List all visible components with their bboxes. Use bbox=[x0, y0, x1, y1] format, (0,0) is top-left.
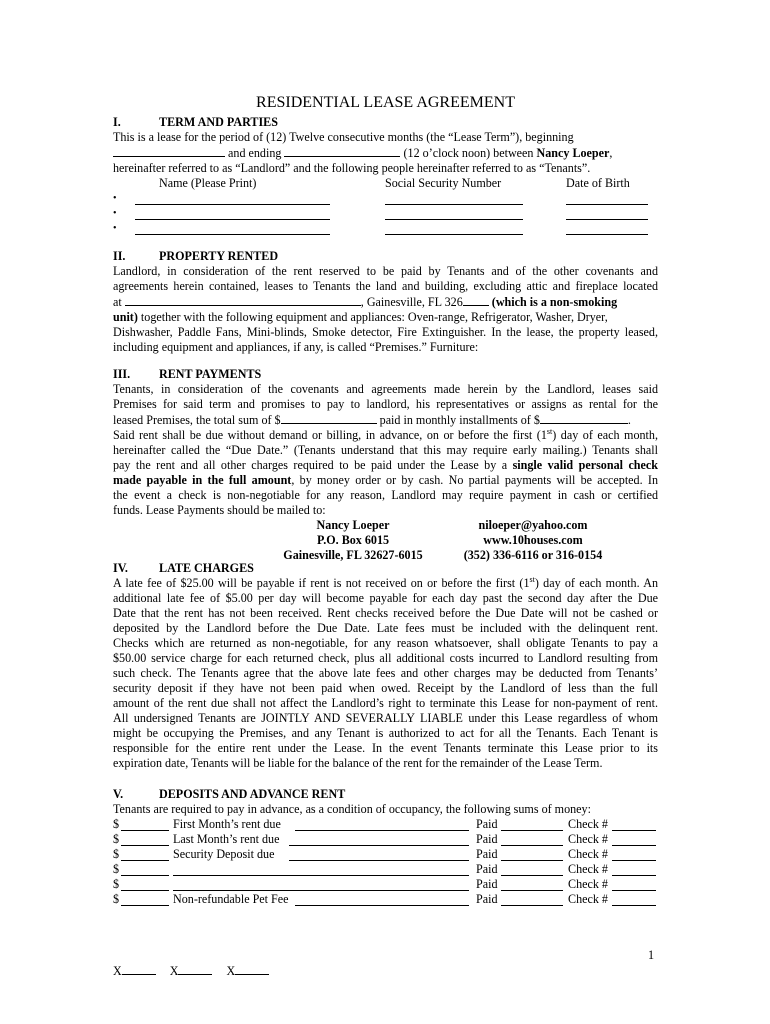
paragraph-line: hereinafter referred to as “Landlord” and the following people hereinafter referred to as “Tenants”. bbox=[113, 161, 591, 175]
end-date-blank[interactable] bbox=[284, 145, 400, 157]
paragraph-line: pay the rent and all other charges required to be paid under the Lease by a single valid personal check bbox=[113, 458, 658, 472]
deposit-label: Security Deposit due bbox=[173, 847, 275, 861]
initial-blank[interactable] bbox=[122, 963, 156, 975]
description-blank[interactable] bbox=[295, 894, 469, 906]
tenant-dob-blank[interactable] bbox=[566, 208, 648, 220]
total-rent-blank[interactable] bbox=[281, 412, 377, 424]
paid-blank[interactable] bbox=[501, 849, 563, 861]
tenant-ssn-blank[interactable] bbox=[385, 208, 523, 220]
check-number-blank[interactable] bbox=[612, 834, 656, 846]
paid-label: Paid bbox=[476, 847, 498, 861]
tenant-name-blank[interactable] bbox=[135, 193, 330, 205]
paragraph-line: amount of the rent due shall not affect the Landlord’s right to terminate this Lease for non-payment of rent. bbox=[113, 696, 658, 710]
check-label: Check # bbox=[568, 862, 608, 876]
section-heading: V. DEPOSITS AND ADVANCE RENT bbox=[113, 787, 346, 801]
description-blank[interactable] bbox=[173, 879, 469, 891]
section-heading: II. PROPERTY RENTED bbox=[113, 249, 279, 263]
initial-blank[interactable] bbox=[178, 963, 212, 975]
paragraph-line: Tenants are required to pay in advance, as a condition of occupancy, the following sums of money: bbox=[113, 802, 591, 816]
deposit-table bbox=[113, 817, 658, 907]
initials-row: X X X bbox=[113, 963, 269, 979]
paragraph-line: the event a check is non-negotiable for any reason, Landlord may require payment in cash or certified bbox=[113, 488, 658, 502]
tenant-row bbox=[113, 221, 658, 236]
section-heading: I. TERM AND PARTIES bbox=[113, 115, 278, 129]
tenant-dob-blank[interactable] bbox=[566, 223, 648, 235]
paragraph-line: Tenants, in consideration of the covenants and agreements made herein by the Landlord, leases said bbox=[113, 382, 658, 396]
check-label: Check # bbox=[568, 817, 608, 831]
section-heading: III. RENT PAYMENTS bbox=[113, 367, 262, 381]
check-label: Check # bbox=[568, 877, 608, 891]
deposit-row bbox=[113, 862, 658, 877]
check-number-blank[interactable] bbox=[612, 864, 656, 876]
document-title: RESIDENTIAL LEASE AGREEMENT bbox=[256, 94, 515, 111]
description-blank[interactable] bbox=[289, 834, 469, 846]
tenant-row bbox=[113, 191, 658, 206]
amount-blank[interactable] bbox=[121, 894, 169, 906]
paragraph-line: Dishwasher, Paddle Fans, Mini-blinds, Smoke detector, Fire Extinguisher. In the lease, the property leased, bbox=[113, 325, 658, 339]
amount-blank[interactable] bbox=[121, 879, 169, 891]
column-dob: Date of Birth bbox=[566, 176, 630, 190]
paragraph-line: deposited by the Landlord before the Due Date. Late fees must be included with the delinquent rent. bbox=[113, 621, 658, 635]
paragraph-line: hereinafter called the “Due Date.” (Tenants understand that this may require early mailing.) Tenants shall bbox=[113, 443, 658, 457]
paid-label: Paid bbox=[476, 892, 498, 906]
paragraph-line: additional late fee of $5.00 per day will become payable for each day past the second day after the Due bbox=[113, 591, 658, 605]
page-number: 1 bbox=[648, 948, 655, 962]
paragraph-line: This is a lease for the period of (12) Twelve consecutive months (the “Lease Term”), beginning bbox=[113, 130, 574, 144]
amount-blank[interactable] bbox=[121, 819, 169, 831]
bullet-icon: • bbox=[113, 208, 117, 219]
amount-blank[interactable] bbox=[121, 834, 169, 846]
check-number-blank[interactable] bbox=[612, 849, 656, 861]
description-blank[interactable] bbox=[173, 864, 469, 876]
paragraph-line: unit) together with the following equipment and appliances: Oven-range, Refrigerator, Washer, Dryer, bbox=[113, 310, 608, 324]
section-property-rented bbox=[113, 249, 658, 355]
check-number-blank[interactable] bbox=[612, 894, 656, 906]
paid-blank[interactable] bbox=[501, 834, 563, 846]
paid-label: Paid bbox=[476, 817, 498, 831]
paragraph-line: Checks which are returned as non-negotiable, for any reason whatsoever, shall obligate Tenants to pay a bbox=[113, 636, 658, 650]
paragraph-line: Said rent shall be due without demand or billing, in advance, on or before the first (1st) day of each month, bbox=[113, 426, 658, 442]
dollar-sign: $ bbox=[113, 832, 120, 846]
address-po-box: P.O. Box 6015 bbox=[316, 533, 390, 547]
paragraph-line: Premises for said term and promises to pay to landlord, his representatives or assigns as rental for the bbox=[113, 397, 658, 411]
description-blank[interactable] bbox=[289, 849, 469, 861]
paragraph-line: and ending (12 o’clock noon) between Nancy Loeper, bbox=[113, 145, 658, 161]
dollar-sign: $ bbox=[113, 877, 120, 891]
paragraph-line: including equipment and appliances, if any, is called “Premises.” Furniture: bbox=[113, 340, 479, 354]
paragraph-line: leased Premises, the total sum of $ paid in monthly installments of $ . bbox=[113, 413, 631, 427]
deposit-row bbox=[113, 892, 658, 907]
monthly-rent-blank[interactable] bbox=[540, 412, 628, 424]
column-ssn: Social Security Number bbox=[385, 176, 502, 190]
paid-blank[interactable] bbox=[501, 879, 563, 891]
paid-blank[interactable] bbox=[501, 819, 563, 831]
paragraph-line: funds. Lease Payments should be mailed to: bbox=[113, 503, 326, 517]
paragraph-line: Landlord, in consideration of the rent reserved to be paid by Tenants and of the other covenants and bbox=[113, 264, 658, 278]
section-term-and-parties bbox=[113, 115, 658, 236]
zip-blank[interactable] bbox=[463, 294, 489, 306]
section-rent-payments bbox=[113, 367, 658, 563]
paragraph-line: at , Gainesville, FL 326 (which is a non-smoking bbox=[113, 295, 618, 309]
dollar-sign: $ bbox=[113, 892, 120, 906]
paragraph-line: such check. The Tenants agree that the above late fees and other charges may be deducted from Tenants’ bbox=[113, 666, 658, 680]
amount-blank[interactable] bbox=[121, 864, 169, 876]
tenant-name-blank[interactable] bbox=[135, 223, 330, 235]
deposit-row bbox=[113, 832, 658, 847]
tenant-row bbox=[113, 206, 658, 221]
contact-phone: (352) 336-6116 or 316-0154 bbox=[463, 548, 603, 562]
dollar-sign: $ bbox=[113, 817, 120, 831]
deposit-label: First Month’s rent due bbox=[173, 817, 281, 831]
dollar-sign: $ bbox=[113, 862, 120, 876]
mailing-address-block bbox=[113, 518, 658, 563]
paragraph-line: might be occupying the Premises, and any Tenant is authorized to act for all the Tenants. Each Tenant is bbox=[113, 726, 658, 740]
property-address-blank[interactable] bbox=[125, 294, 361, 306]
paid-label: Paid bbox=[476, 877, 498, 891]
deposit-row bbox=[113, 817, 658, 832]
paragraph-line: agreements herein contained, leases to Tenants the land and building, excluding attic and fireplace located bbox=[113, 279, 658, 293]
paid-label: Paid bbox=[476, 862, 498, 876]
paragraph-line: expiration date, Tenants will be liable for the balance of the rent for the remainder of the Lease Term. bbox=[113, 756, 603, 770]
paragraph-line: $50.00 service charge for each returned check, plus all additional costs incurred to Landlord resulting from bbox=[113, 651, 658, 665]
initial-blank[interactable] bbox=[235, 963, 269, 975]
section-heading: IV. LATE CHARGES bbox=[113, 561, 254, 575]
tenant-ssn-blank[interactable] bbox=[385, 223, 523, 235]
paragraph-line: Date that the rent has not been received. Rent checks received before the Due Date will not be cashed or bbox=[113, 606, 658, 620]
check-number-blank[interactable] bbox=[612, 879, 656, 891]
section-deposits bbox=[113, 787, 658, 907]
tenant-table-header bbox=[113, 176, 658, 191]
paragraph-line: A late fee of $25.00 will be payable if rent is not received on or before the first (1st) day of each month. An bbox=[113, 574, 658, 590]
check-label: Check # bbox=[568, 892, 608, 906]
deposit-row bbox=[113, 877, 658, 892]
bullet-icon: • bbox=[113, 193, 117, 204]
paid-blank[interactable] bbox=[501, 864, 563, 876]
paragraph-line: made payable in the full amount, by money order or by cash. No partial payments will be accepted. In bbox=[113, 473, 658, 487]
dollar-sign: $ bbox=[113, 847, 120, 861]
tenant-ssn-blank[interactable] bbox=[385, 193, 523, 205]
tenant-name-blank[interactable] bbox=[135, 208, 330, 220]
contact-email: niloeper@yahoo.com bbox=[478, 518, 588, 532]
paragraph-line: All undersigned Tenants are JOINTLY AND SEVERALLY LIABLE under this Lease regardless of whom bbox=[113, 711, 658, 725]
paid-blank[interactable] bbox=[501, 894, 563, 906]
check-label: Check # bbox=[568, 847, 608, 861]
address-city: Gainesville, FL 32627-6015 bbox=[283, 548, 423, 562]
tenant-dob-blank[interactable] bbox=[566, 193, 648, 205]
paragraph-line: responsible for the entire rent under the Lease. In the event Tenants terminate this Lease prior to its bbox=[113, 741, 658, 755]
section-late-charges bbox=[113, 561, 658, 771]
amount-blank[interactable] bbox=[121, 849, 169, 861]
deposit-label: Last Month’s rent due bbox=[173, 832, 280, 846]
bullet-icon: • bbox=[113, 223, 117, 234]
description-blank[interactable] bbox=[295, 819, 469, 831]
deposit-row bbox=[113, 847, 658, 862]
contact-website: www.10houses.com bbox=[483, 533, 583, 547]
landlord-name: Nancy Loeper bbox=[536, 146, 610, 160]
column-name: Name (Please Print) bbox=[159, 176, 257, 190]
check-number-blank[interactable] bbox=[612, 819, 656, 831]
paragraph-line: security deposit if they have not been paid when owed. Receipt by the Landlord of less than the full bbox=[113, 681, 658, 695]
start-date-blank[interactable] bbox=[113, 145, 225, 157]
check-label: Check # bbox=[568, 832, 608, 846]
paid-label: Paid bbox=[476, 832, 498, 846]
deposit-label: Non-refundable Pet Fee bbox=[173, 892, 289, 906]
address-name: Nancy Loeper bbox=[316, 518, 390, 532]
